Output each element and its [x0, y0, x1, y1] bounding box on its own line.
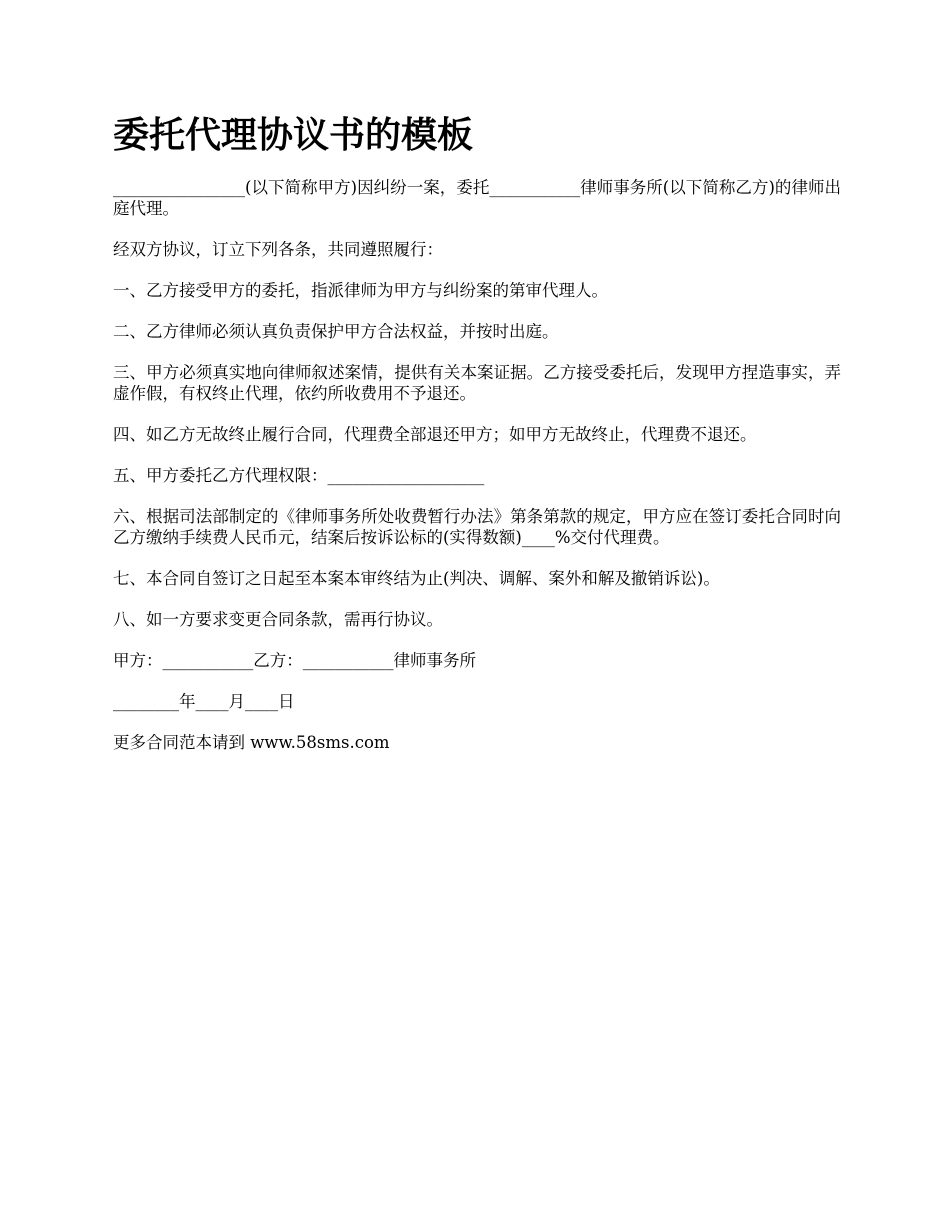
signature-line: 甲方：___________乙方：___________律师事务所: [113, 651, 476, 670]
date-line: ________年____月____日: [113, 692, 295, 711]
clause-5: 五、甲方委托乙方代理权限：___________________: [113, 466, 485, 485]
clause-7: 七、本合同自签订之日起至本案本审终结为止(判决、调解、案外和解及撤销诉讼)。: [113, 569, 720, 588]
paragraph-intro: ________________(以下简称甲方)因纠纷一案，委托___________律师事务所(以下简称乙方)的律师出庭代理。: [113, 178, 841, 218]
clause-3: 三、甲方必须真实地向律师叙述案情，提供有关本案证据。乙方接受委托后，发现甲方捏造事实，弄虚作假，有权终止代理，依约所收费用不予退还。: [113, 363, 841, 403]
paragraph-agreement: 经双方协议，订立下列各条，共同遵照履行：: [113, 240, 443, 259]
clause-1: 一、乙方接受甲方的委托，指派律师为甲方与纠纷案的第审代理人。: [113, 281, 608, 300]
document-page: [113, 110, 841, 773]
clause-8: 八、如一方要求变更合同条款，需再行协议。: [113, 610, 443, 629]
document-title: 委托代理协议书的模板: [113, 115, 474, 156]
footer-link-text: 更多合同范本请到 www.58sms.com: [113, 733, 390, 752]
clause-4: 四、如乙方无故终止履行合同，代理费全部退还甲方；如甲方无故终止，代理费不退还。: [113, 425, 757, 444]
clause-6: 六、根据司法部制定的《律师事务所处收费暂行办法》第条第款的规定，甲方应在签订委托合同时向乙方缴纳手续费人民币元，结案后按诉讼标的(实得数额)____%交付代理费。: [113, 507, 841, 547]
clause-2: 二、乙方律师必须认真负责保护甲方合法权益，并按时出庭。: [113, 322, 559, 341]
